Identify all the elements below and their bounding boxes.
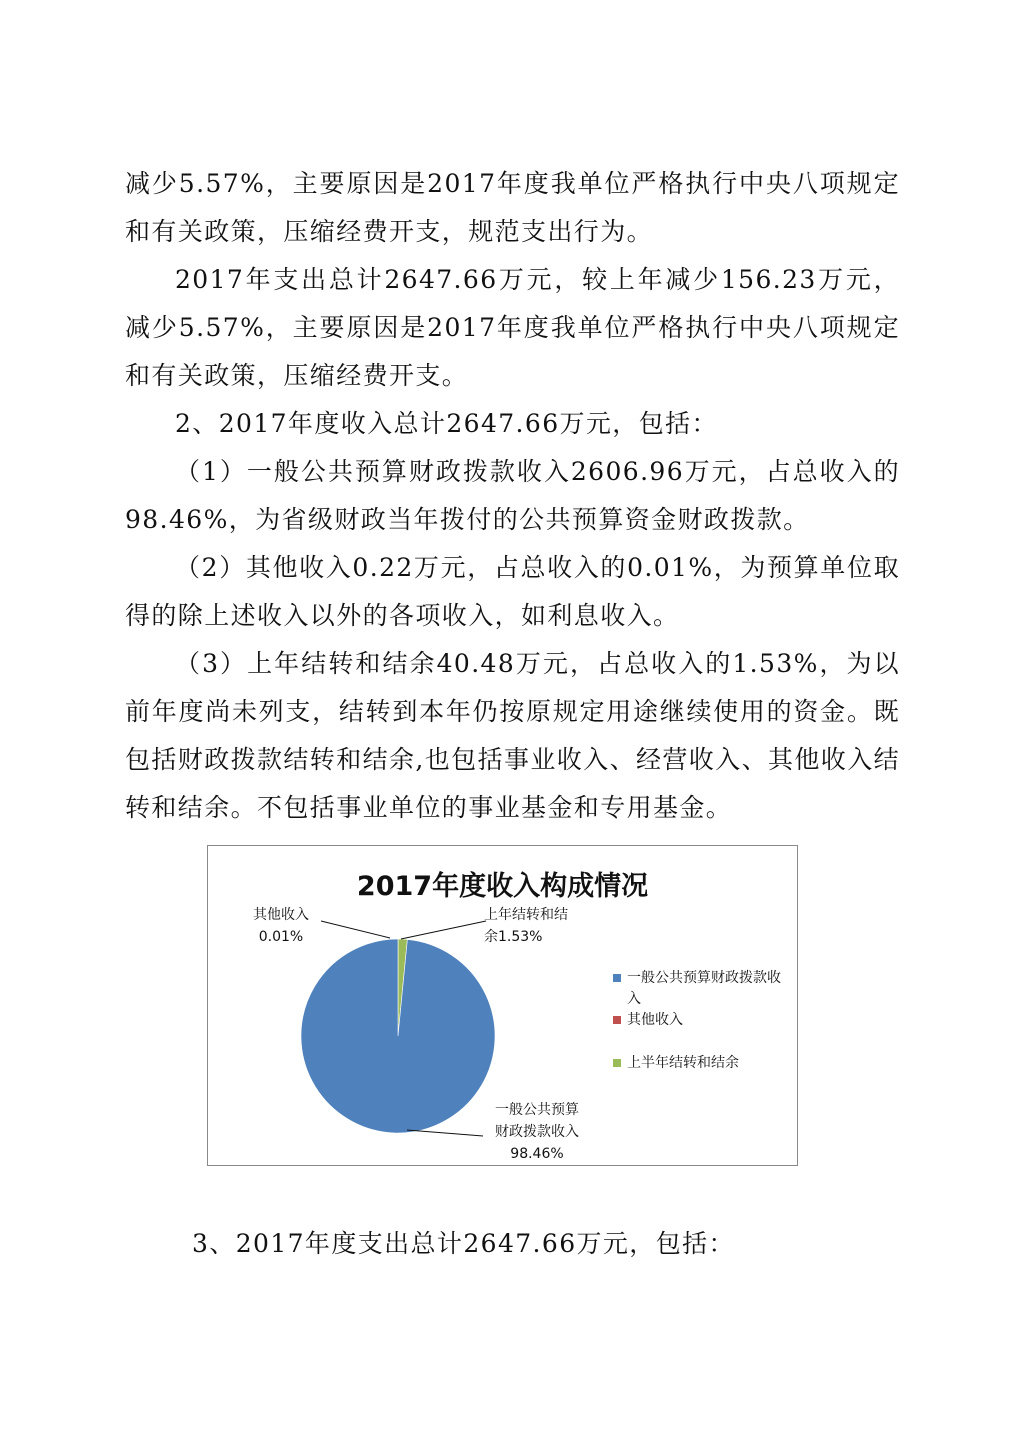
pie-slice-general [301, 939, 495, 1133]
data-label-general: 一般公共预算 财政拨款收入 98.46% [495, 1102, 579, 1162]
leader-line-other [321, 921, 390, 938]
legend-item-carryover: 上半年结转和结余 [613, 1053, 793, 1074]
legend-swatch-general [613, 974, 621, 982]
paragraph-income-heading: 2、2017年度收入总计2647.66万元，包括： [175, 409, 718, 438]
data-label-other: 其他收入 0.01% [253, 907, 309, 945]
paragraph-expenditure-total: 2017年支出总计2647.66万元，较上年减少156.23万元，减少5.57%，主要原因是2017年度我单位严格执行中央八项规定和有关政策，压缩经费开支。 [125, 265, 900, 390]
paragraph-income-other: （2）其他收入0.22万元，占总收入的0.01%，为预算单位取得的除上述收入以外的各项收入，如利息收入。 [125, 553, 900, 630]
leader-line-carryover [401, 921, 486, 939]
paragraph-expenditure-heading: 3、2017年度支出总计2647.66万元，包括： [192, 1229, 735, 1258]
data-label-carryover: 上年结转和结 余1.53% [484, 907, 568, 945]
legend-swatch-other [613, 1016, 621, 1024]
chart-legend [613, 968, 793, 1074]
leader-line-general [407, 1130, 483, 1136]
paragraph-income-general-budget: （1）一般公共预算财政拨款收入2606.96万元，占总收入的98.46%，为省级财政当年拨付的公共预算资金财政拨款。 [125, 457, 900, 534]
paragraph-reduction-reason: 减少5.57%，主要原因是2017年度我单位严格执行中央八项规定和有关政策，压缩经费开支，规范支出行为。 [125, 169, 900, 246]
legend-swatch-carryover [613, 1059, 621, 1067]
income-pie-chart [207, 845, 798, 1166]
legend-item-other: 其他收入 [613, 1010, 793, 1031]
chart-title: 2017年度收入构成情况 [356, 871, 649, 902]
legend-item-general: 一般公共预算财政拨款收入 [613, 968, 793, 1010]
paragraph-income-carryover: （3）上年结转和结余40.48万元，占总收入的1.53%，为以前年度尚未列支，结转到本年仍按原规定用途继续使用的资金。既包括财政拨款结转和结余,也包括事业收入、经营收入、其他收入结转和结余。不包括事业单位的事业基金和专用基金。 [125, 649, 900, 822]
